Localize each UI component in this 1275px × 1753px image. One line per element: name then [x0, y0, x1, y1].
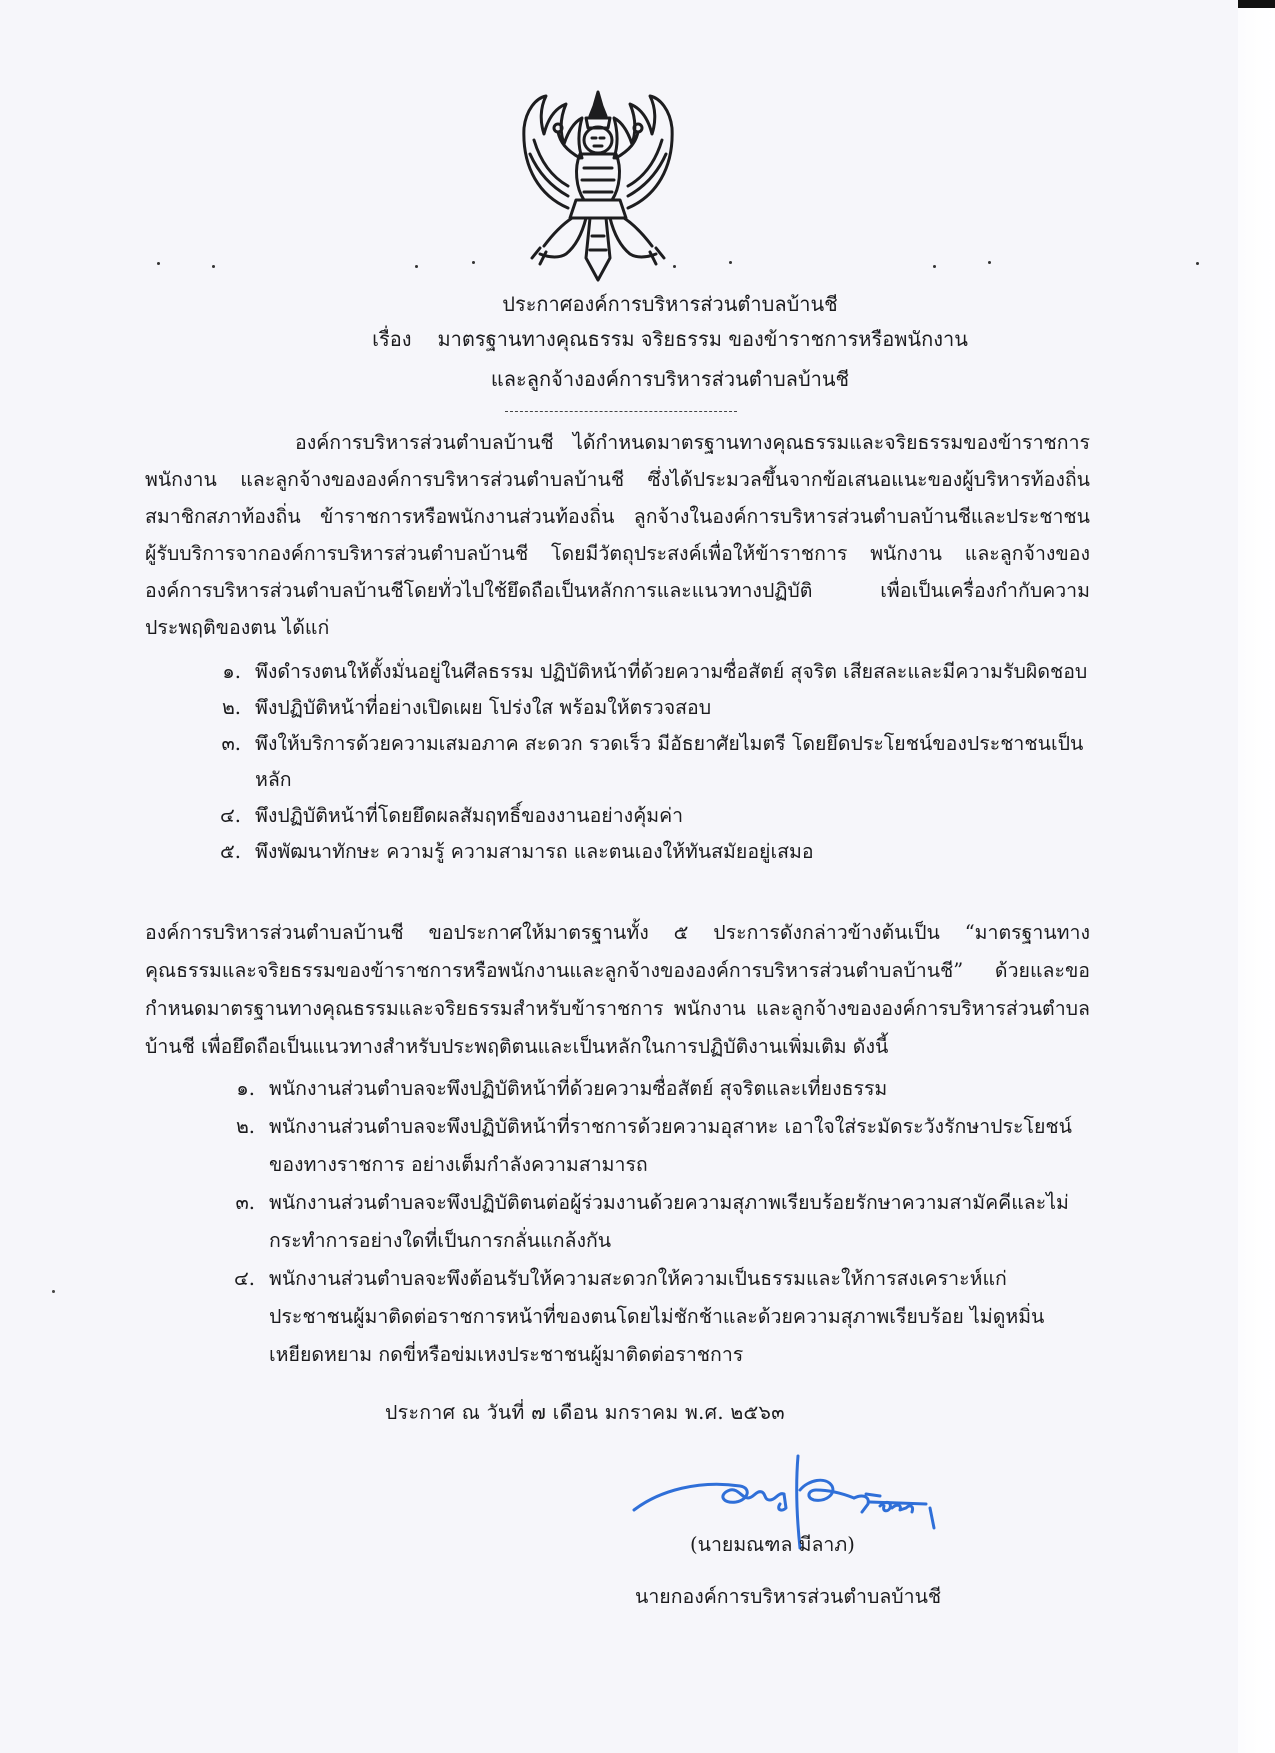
list-item-text: พึงพัฒนาทักษะ ความรู้ ความสามารถ และตนเองให้ทันสมัยอยู่เสมอ: [255, 840, 814, 863]
second-paragraph: องค์การบริหารส่วนตำบลบ้านชี ขอประกาศให้มาตรฐานทั้ง ๕ ประการดังกล่าวข้างต้นเป็น “มาตรฐานทางคุณธรรมและจริยธรรมของข้าราชการหรือพนักงานและลูกจ้างขององค์การบริหารส่วนตำบลบ้านชี” ด้วยและขอกำหนดมาตรฐานทางคุณธรรมและจริยธรรมสำหรับข้าราชการ พนักงาน และลูกจ้างขององค์การบริหารส่วนตำบลบ้านชี เพื่อยึดถือเป็นแนวทางสำหรับประพฤติตนและเป็นหลักในการปฏิบัติงานเพิ่มเติม ดังนี้: [145, 921, 1090, 1058]
subject-label: เรื่อง: [372, 327, 412, 351]
list-item-text: พนักงานส่วนตำบลจะพึงต้อนรับให้ความสะดวกให้ความเป็นธรรมและให้การสงเคราะห์แก่ประชาชนผู้มาติดต่อราชการหน้าที่ของตนโดยไม่ชักช้าและด้วยความสุภาพเรียบร้อย ไม่ดูหมิ่นเหยียดหยาม กดขี่หรือข่มเหงประชาชนผู้มาติดต่อราชการ: [269, 1267, 1045, 1366]
standards-list: [145, 654, 1090, 870]
header-divider: [505, 411, 737, 412]
scan-edge: [1238, 0, 1275, 1753]
list-item-text: พึงปฏิบัติหน้าที่โดยยึดผลสัมฤทธิ์ของงานอย่างคุ้มค่า: [255, 804, 684, 827]
list-item-number: ๒.: [235, 1115, 255, 1138]
list-item-number: ๕.: [220, 840, 241, 863]
list-item: [145, 1184, 1090, 1260]
list-item-number: ๑.: [222, 660, 241, 683]
list-item-text: พนักงานส่วนตำบลจะพึงปฏิบัติหน้าที่ด้วยความซื่อสัตย์ สุจริตและเที่ยงธรรม: [269, 1077, 888, 1100]
intro-paragraph: องค์การบริหารส่วนตำบลบ้านชี ได้กำหนดมาตรฐานทางคุณธรรมและจริยธรรมของข้าราชการ พนักงาน และลูกจ้างขององค์การบริหารส่วนตำบลบ้านชี ซึ่งได้ประมวลขึ้นจากข้อเสนอแนะของผู้บริหารท้องถิ่น สมาชิกสภาท้องถิ่น ข้าราชการหรือพนักงานส่วนท้องถิ่น ลูกจ้างในองค์การบริหารส่วนตำบลบ้านชีและประชาชนผู้รับบริการจากองค์การบริหารส่วนตำบลบ้านชี โดยมีวัตถุประสงค์เพื่อให้ข้าราชการ พนักงาน และลูกจ้างขององค์การบริหารส่วนตำบลบ้านชีโดยทั่วไปใช้ยึดถือเป็นหลักการและแนวทางปฏิบัติ เพื่อเป็นเครื่องกำกับความประพฤติของตน ได้แก่: [145, 431, 1090, 639]
subject-line-2: และลูกจ้างองค์การบริหารส่วนตำบลบ้านชี: [490, 367, 850, 391]
list-item: [145, 690, 1090, 726]
list-item-text: พนักงานส่วนตำบลจะพึงปฏิบัติตนต่อผู้ร่วมงานด้วยความสุภาพเรียบร้อยรักษาความสามัคคีและไม่กระทำการอย่างใดที่เป็นการกลั่นแกล้งกัน: [269, 1191, 1069, 1252]
list-item: [145, 1108, 1090, 1184]
garuda-emblem-icon: [510, 88, 686, 282]
subject-line-1: [150, 322, 1190, 356]
signatory-name: (นายมณฑล มีลาภ): [690, 1533, 855, 1556]
scan-corner: [1238, 0, 1275, 8]
list-item-text: พึงดำรงตนให้ตั้งมั่นอยู่ในศีลธรรม ปฏิบัติหน้าที่ด้วยความซื่อสัตย์ สุจริต เสียสละและมีความรับผิดชอบ: [255, 660, 1088, 683]
scan-dots: [0, 256, 1238, 270]
list-item: [145, 654, 1090, 690]
list-item-number: ๔.: [234, 1267, 255, 1290]
list-item-number: ๓.: [221, 732, 241, 755]
signatory-title: นายกองค์การบริหารส่วนตำบลบ้านชี: [635, 1585, 942, 1608]
list-item-number: ๒.: [221, 696, 241, 719]
scan-speck: [52, 1290, 55, 1293]
subject-text-1: มาตรฐานทางคุณธรรม จริยธรรม ของข้าราชการหรือพนักงาน: [437, 327, 968, 351]
additional-standards-list: [145, 1070, 1090, 1374]
list-item: [145, 1070, 1090, 1108]
list-item: [145, 798, 1090, 834]
list-item: [145, 1260, 1090, 1374]
list-item-number: ๑.: [236, 1077, 255, 1100]
announcement-title: ประกาศองค์การบริหารส่วนตำบลบ้านชี: [502, 292, 838, 316]
list-item-text: พนักงานส่วนตำบลจะพึงปฏิบัติหน้าที่ราชการด้วยความอุสาหะ เอาใจใส่ระมัดระวังรักษาประโยชน์ของทางราชการ อย่างเต็มกำลังความสามารถ: [269, 1115, 1072, 1176]
list-item-number: ๓.: [235, 1191, 255, 1214]
list-item: [145, 726, 1090, 798]
list-item: [145, 834, 1090, 870]
list-item-number: ๔.: [220, 804, 241, 827]
list-item-text: พึงปฏิบัติหน้าที่อย่างเปิดเผย โปร่งใส พร้อมให้ตรวจสอบ: [255, 696, 712, 719]
announcement-date: ประกาศ ณ วันที่ ๗ เดือน มกราคม พ.ศ. ๒๕๖๓: [385, 1401, 785, 1424]
list-item-text: พึงให้บริการด้วยความเสมอภาค สะดวก รวดเร็ว มีอัธยาศัยไมตรี โดยยึดประโยชน์ของประชาชนเป็นหลัก: [255, 732, 1084, 791]
